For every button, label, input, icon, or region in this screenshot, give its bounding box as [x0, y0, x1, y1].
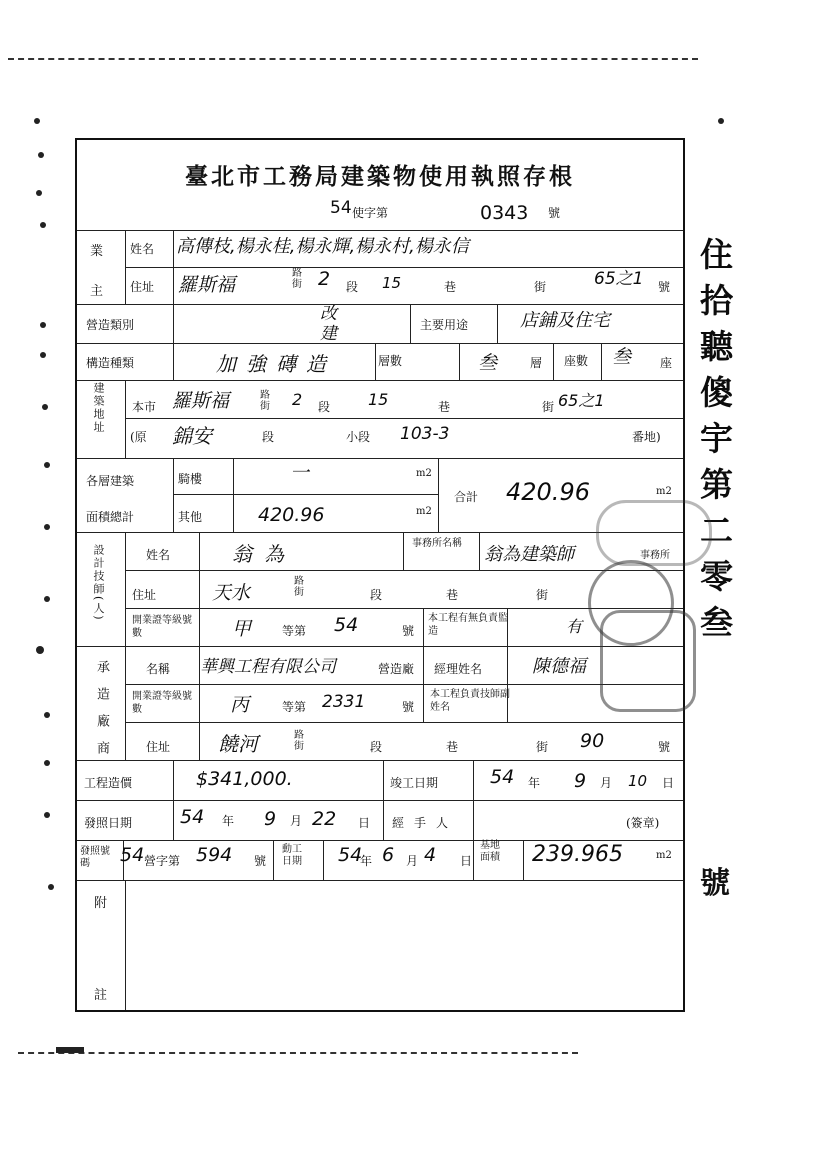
- binding-hole: [44, 462, 50, 468]
- start-label: 動工日期: [282, 844, 302, 867]
- floors-value: 叁: [478, 352, 498, 374]
- floors-label: 層數: [378, 354, 403, 368]
- site-old-section-unit: 段: [262, 430, 275, 444]
- owner-lane: 15: [382, 274, 402, 292]
- scan-mark: [56, 1047, 84, 1053]
- owner-name-value: 高傳枝,楊永桂,楊永輝,楊永村,楊永信: [176, 236, 469, 257]
- blocks-unit: 座: [660, 356, 673, 370]
- category-value: 改建: [320, 304, 337, 344]
- contractor-reg-unit: 號: [402, 700, 415, 714]
- binding-hole: [38, 152, 44, 158]
- issue-handler-label: 經手人: [392, 816, 459, 830]
- owner-number: 65之1: [594, 269, 644, 289]
- designer-reg-no: 54: [334, 614, 359, 636]
- designer-resp-value: 有: [566, 617, 583, 636]
- designer-street-unit: 街: [536, 588, 549, 602]
- binding-hole: [40, 322, 46, 328]
- contractor-name-suffix: 營造廠: [378, 662, 415, 676]
- arcade-unit: m2: [416, 468, 432, 479]
- contractor-name-label: 名稱: [146, 662, 171, 676]
- binding-hole: [42, 404, 48, 410]
- designer-office-label: 事務所名稱: [412, 538, 462, 549]
- site-lot-unit: 番地): [632, 430, 661, 444]
- start-month-unit: 月: [406, 854, 419, 868]
- blocks-value: 叁: [612, 346, 632, 368]
- cost-value: $341,000.: [196, 768, 293, 790]
- designer-addr-value: 天水: [212, 582, 251, 604]
- completion-day-unit: 日: [662, 776, 675, 790]
- issue-year: 54: [180, 806, 205, 828]
- binding-hole: [36, 646, 44, 654]
- designer-grade: 甲: [232, 618, 252, 640]
- designer-reg-label: 開業證等級號數: [132, 615, 192, 639]
- scan-line-bottom: [18, 1052, 578, 1054]
- category-label: 營造類別: [86, 318, 135, 332]
- notes-label-bottom: 註: [94, 988, 108, 1003]
- owner-lane-unit: 巷: [444, 280, 457, 294]
- site-road: 羅斯福: [172, 390, 230, 412]
- land-value: 239.965: [532, 842, 623, 867]
- start-year-unit: 年: [360, 854, 373, 868]
- designer-resp-label: 本工程有無負責監造: [428, 613, 508, 637]
- land-unit: m2: [656, 850, 672, 861]
- total-value: 420.96: [506, 478, 590, 506]
- site-lot: 103-3: [400, 424, 450, 444]
- license-suffix: 號: [548, 206, 561, 220]
- seal-stamp-overlap: [596, 500, 712, 566]
- permit-type-label: 營字第: [144, 854, 181, 868]
- page-title: 臺北市工務局建築物使用執照存根: [185, 163, 575, 190]
- completion-label: 竣工日期: [390, 776, 439, 790]
- contractor-number-unit: 號: [658, 740, 671, 754]
- owner-section-label-bottom: 主: [90, 284, 104, 299]
- area-label-2: 面積總計: [86, 510, 135, 524]
- site-section: 2: [292, 390, 303, 409]
- completion-month: 9: [574, 770, 587, 792]
- start-month: 6: [382, 844, 395, 866]
- permit-number: 594: [196, 844, 233, 866]
- blocks-label: 座數: [564, 354, 589, 368]
- contractor-tech-label: 本工程負責技師副姓名: [430, 689, 510, 713]
- contractor-lane-unit: 巷: [446, 740, 459, 754]
- floors-unit: 層: [530, 356, 543, 370]
- binding-hole: [44, 812, 50, 818]
- contractor-number: 90: [580, 730, 605, 752]
- license-number: 0343: [480, 202, 529, 224]
- contractor-section-label: 承造廠商: [94, 660, 109, 768]
- contractor-reg-no: 2331: [322, 692, 366, 712]
- binding-hole: [40, 352, 46, 358]
- arcade-value: 一: [290, 462, 310, 484]
- owner-section-unit: 段: [346, 280, 359, 294]
- total-unit: m2: [656, 486, 672, 497]
- issue-year-unit: 年: [222, 814, 235, 828]
- contractor-street-unit: 街: [536, 740, 549, 754]
- contractor-manager-label: 經理姓名: [434, 662, 483, 676]
- permit-year: 54: [120, 844, 145, 866]
- binding-hole: [718, 118, 724, 124]
- contractor-road-unit: 路街: [294, 730, 304, 752]
- contractor-addr-value: 饒河: [218, 732, 258, 756]
- land-label: 基地面積: [480, 840, 500, 863]
- binding-hole: [44, 524, 50, 530]
- designer-office-value: 翁為建築師: [484, 544, 574, 565]
- other-label: 其他: [178, 510, 203, 524]
- binding-hole: [40, 222, 46, 228]
- structure-value: 加強磚造: [216, 352, 336, 376]
- start-day: 4: [424, 844, 437, 866]
- use-value: 店鋪及住宅: [520, 310, 610, 331]
- owner-section-label-top: 業: [90, 244, 104, 259]
- contractor-reg-label: 開業證等級號數: [132, 691, 192, 715]
- arcade-label: 騎樓: [178, 472, 203, 486]
- total-label: 合計: [454, 490, 479, 504]
- site-lane-unit: 巷: [438, 400, 451, 414]
- designer-name-label: 姓名: [146, 548, 171, 562]
- designer-section-unit: 段: [370, 588, 383, 602]
- owner-street-unit: 街: [534, 280, 547, 294]
- contractor-grade: 丙: [230, 694, 250, 716]
- completion-day: 10: [628, 772, 648, 790]
- site-section-unit: 段: [318, 400, 331, 414]
- designer-office-suffix: 事務所: [640, 550, 670, 561]
- area-label-1: 各層建築: [86, 474, 135, 488]
- contractor-addr-label: 住址: [146, 740, 171, 754]
- license-year: 54: [330, 198, 352, 218]
- site-old-section: 錦安: [172, 424, 212, 448]
- structure-label: 構造種類: [86, 356, 135, 370]
- owner-section-no: 2: [318, 268, 331, 290]
- binding-hole: [36, 190, 42, 196]
- contractor-grade-label: 等第: [282, 700, 307, 714]
- site-label: 建築地址: [92, 382, 105, 434]
- contractor-name-value: 華興工程有限公司: [200, 657, 336, 677]
- contractor-manager-value: 陳德福: [532, 656, 586, 677]
- site-number: 65之1: [558, 391, 605, 410]
- seal-stamp-contractor: [600, 610, 696, 712]
- designer-reg-unit: 號: [402, 624, 415, 638]
- binding-hole: [48, 884, 54, 890]
- issue-day-unit: 日: [358, 816, 371, 830]
- license-type-label: 使字第: [352, 206, 389, 220]
- issue-month: 9: [264, 808, 277, 830]
- use-label: 主要用途: [420, 318, 469, 332]
- site-street-unit: 街: [542, 400, 555, 414]
- issue-month-unit: 月: [290, 814, 303, 828]
- binding-hole: [44, 712, 50, 718]
- cost-label: 工程造價: [84, 776, 133, 790]
- site-city-label: 本市: [132, 400, 157, 414]
- contractor-section-unit: 段: [370, 740, 383, 754]
- completion-year-unit: 年: [528, 776, 541, 790]
- site-lane: 15: [368, 390, 389, 409]
- site-old-label: (原: [130, 430, 147, 444]
- owner-number-unit: 號: [658, 280, 671, 294]
- scan-line-top: [8, 58, 698, 60]
- start-year: 54: [338, 844, 363, 866]
- designer-grade-label: 等第: [282, 624, 307, 638]
- binding-hole: [44, 596, 50, 602]
- owner-addr-label: 住址: [130, 280, 155, 294]
- permit-number-unit: 號: [254, 854, 267, 868]
- site-sub-label: 小段: [346, 430, 371, 444]
- designer-lane-unit: 巷: [446, 588, 459, 602]
- completion-year: 54: [490, 766, 515, 788]
- completion-month-unit: 月: [600, 776, 613, 790]
- binding-hole: [34, 118, 40, 124]
- binding-hole: [44, 760, 50, 766]
- side-stamp-suffix: 號: [700, 866, 730, 901]
- issue-sign-label: (簽章): [626, 816, 660, 830]
- owner-road-unit: 路街: [292, 268, 302, 290]
- designer-addr-label: 住址: [132, 588, 157, 602]
- designer-name-value: 翁為: [232, 542, 296, 566]
- site-road-unit: 路街: [260, 390, 270, 412]
- start-day-unit: 日: [460, 854, 473, 868]
- designer-section-label: 設計技師(人): [92, 544, 105, 622]
- issue-day: 22: [312, 808, 337, 830]
- issue-label: 發照日期: [84, 816, 133, 830]
- designer-road-unit: 路街: [294, 576, 304, 598]
- owner-road: 羅斯福: [178, 274, 236, 296]
- other-unit: m2: [416, 506, 432, 517]
- permit-label: 發照號碼: [80, 846, 110, 869]
- side-stamp-text: 住拾聽傻宇第二零叁: [700, 235, 733, 642]
- notes-label-top: 附: [94, 896, 108, 911]
- owner-name-label: 姓名: [130, 242, 155, 256]
- other-value: 420.96: [258, 504, 325, 526]
